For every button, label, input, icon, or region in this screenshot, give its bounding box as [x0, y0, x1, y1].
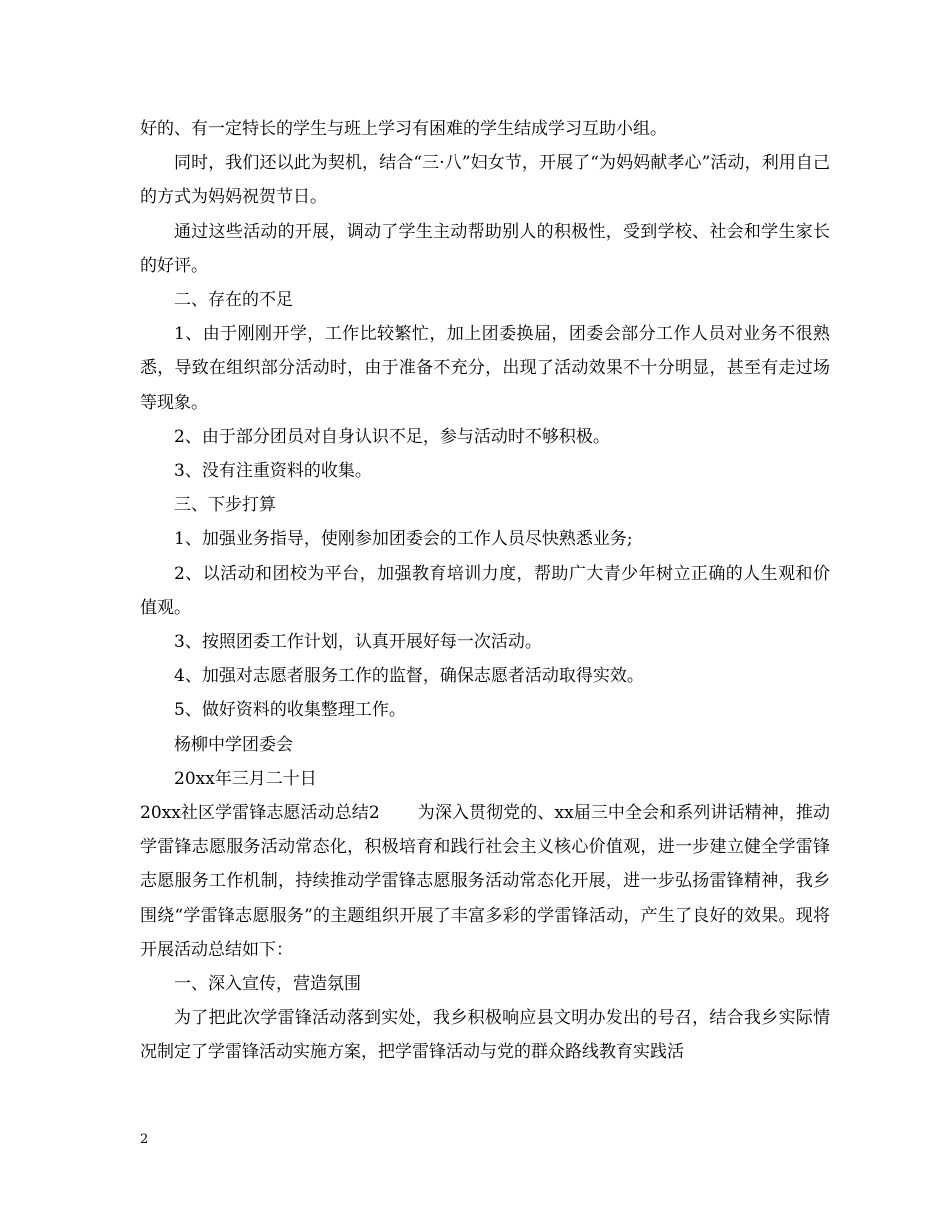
page-number: 2	[140, 1132, 149, 1147]
paragraph: 同时，我们还以此为契机，结合“三·八”妇女节，开展了“为妈妈献孝心”活动，利用自己的方式为妈妈祝贺节日。	[140, 153, 830, 208]
section-heading: 二、存在的不足	[174, 290, 293, 311]
document-section-title: 20xx社区学雷锋志愿活动总结2	[140, 803, 380, 824]
list-item: 1、由于刚刚开学，工作比较繁忙，加上团委换届，团委会部分工作人员对业务不很熟悉，导致在组织部分活动时，由于准备不充分，出现了活动效果不十分明显，甚至有走过场等现象。	[140, 324, 830, 413]
signature-org: 杨柳中学团委会	[174, 734, 293, 755]
list-item: 2、以活动和团校为平台，加强教育培训力度，帮助广大青少年树立正确的人生观和价值观。	[140, 563, 830, 618]
signature-date: 20xx年三月二十日	[174, 768, 317, 789]
section-heading: 一、深入宣传，营造氛围	[174, 974, 361, 995]
section-intro-paragraph	[140, 796, 830, 967]
list-item: 3、没有注重资料的收集。	[174, 461, 372, 482]
document-body	[140, 112, 830, 1070]
list-item: 1、加强业务指导，使刚参加团委会的工作人员尽快熟悉业务;	[174, 529, 633, 550]
list-item: 4、加强对志愿者服务工作的监督，确保志愿者活动取得实效。	[174, 666, 644, 687]
paragraph: 为了把此次学雷锋活动落到实处，我乡积极响应县文明办发出的号召，结合我乡实际情况制定了学雷锋活动实施方案，把学雷锋活动与党的群众路线教育实践活	[140, 1008, 830, 1063]
section-heading: 三、下步打算	[174, 495, 276, 516]
section-intro-text: 为深入贯彻党的、xx届三中全会和系列讲话精神，推动学雷锋志愿服务活动常态化，积极培育和践行社会主义核心价值观，进一步建立健全学雷锋志愿服务工作机制，持续推动学雷锋志愿服务活动常态化开展，进一步弘扬雷锋精神，我乡围绕“学雷锋志愿服务”的主题组织开展了丰富多彩的学雷锋活动，产生了良好的效果。现将开展活动总结如下：	[140, 803, 830, 960]
paragraph: 通过这些活动的开展，调动了学生主动帮助别人的积极性，受到学校、社会和学生家长的好评。	[140, 221, 830, 276]
list-item: 3、按照团委工作计划，认真开展好每一次活动。	[174, 632, 542, 653]
paragraph: 好的、有一定特长的学生与班上学习有困难的学生结成学习互助小组。	[140, 119, 667, 139]
list-item: 2、由于部分团员对自身认识不足，参与活动时不够积极。	[174, 426, 610, 447]
list-item: 5、做好资料的收集整理工作。	[174, 700, 406, 721]
